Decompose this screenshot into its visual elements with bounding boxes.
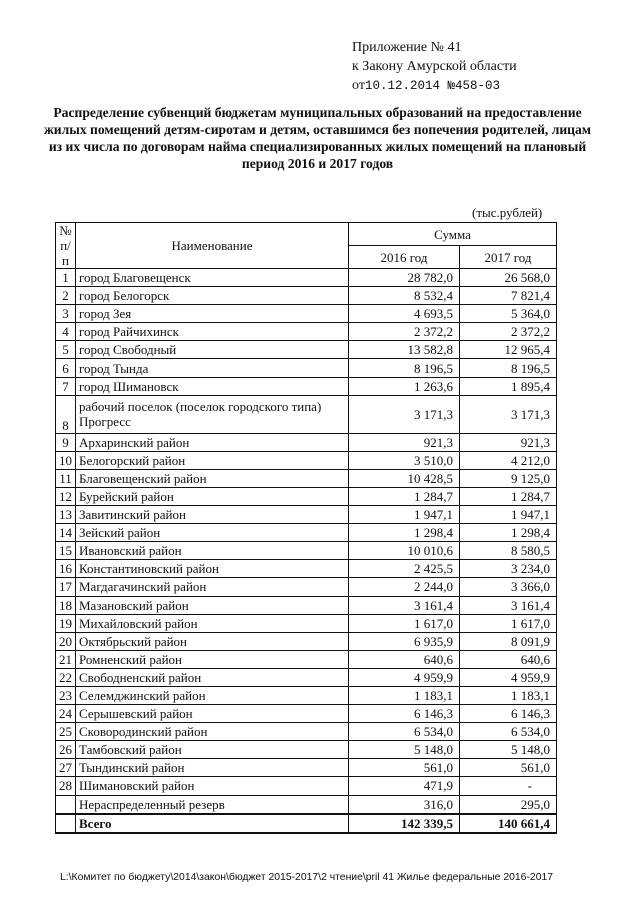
- row-2016: 5 148,0: [349, 741, 460, 759]
- row-name: город Шимановск: [76, 377, 349, 395]
- appendix-date-line: [352, 76, 517, 96]
- total-2016: 142 339,5: [349, 814, 460, 833]
- row-name: Шимановский район: [76, 777, 349, 795]
- header-name: Наименование: [76, 223, 349, 269]
- row-2017: 26 568,0: [460, 269, 557, 287]
- row-2017: 6 534,0: [460, 723, 557, 741]
- table-row: [56, 560, 557, 578]
- units-label: (тыс.рублей): [472, 205, 543, 220]
- row-name: Нераспределенный резерв: [76, 795, 349, 814]
- appendix-date-stamp: 10.12.2014 №458-03: [364, 79, 500, 93]
- row-2016: 3 510,0: [349, 451, 460, 469]
- row-number: 19: [56, 614, 76, 632]
- row-2017: 4 959,9: [460, 668, 557, 686]
- row-2017: 1 183,1: [460, 686, 557, 704]
- row-2017: 8 196,5: [460, 359, 557, 377]
- row-2017: 4 212,0: [460, 451, 557, 469]
- table-row: [56, 759, 557, 777]
- row-2016: 921,3: [349, 433, 460, 451]
- row-number: 7: [56, 377, 76, 395]
- row-number: 23: [56, 686, 76, 704]
- row-2016: 2 372,2: [349, 323, 460, 341]
- row-number: 24: [56, 705, 76, 723]
- table-body: [56, 269, 557, 814]
- row-2016: 2 244,0: [349, 578, 460, 596]
- row-2016: 1 947,1: [349, 506, 460, 524]
- row-2017: 1 895,4: [460, 377, 557, 395]
- document-title: Распределение субвенций бюджетам муниципальных образований на предоставление жилых помещений детям-сиротам и детям, оставшимся без попечения родителей, лицам из их числа по договорам найма специализированных жилых помещений на плановый период 2016 и 2017 годов: [43, 105, 592, 171]
- row-name: город Свободный: [76, 341, 349, 359]
- row-2017: 1 284,7: [460, 487, 557, 505]
- row-2016: 1 183,1: [349, 686, 460, 704]
- row-2016: 6 146,3: [349, 705, 460, 723]
- row-2016: 4 959,9: [349, 668, 460, 686]
- file-path-footer: L:\Комитет по бюджету\2014\закон\бюджет 2015-2017\2 чтение\pril 41 Жилье федеральные 2016-2017: [60, 872, 554, 883]
- row-name: Бурейский район: [76, 487, 349, 505]
- row-number: 15: [56, 542, 76, 560]
- row-2017: -: [460, 777, 557, 795]
- row-number: 6: [56, 359, 76, 377]
- row-number: 9: [56, 433, 76, 451]
- row-name: Сковородинский район: [76, 723, 349, 741]
- row-number: 20: [56, 632, 76, 650]
- row-number: 1: [56, 269, 76, 287]
- row-name: Михайловский район: [76, 614, 349, 632]
- row-2017: 2 372,2: [460, 323, 557, 341]
- row-2016: 8 532,4: [349, 287, 460, 305]
- row-2016: 13 582,8: [349, 341, 460, 359]
- row-name: город Тында: [76, 359, 349, 377]
- table-row: [56, 341, 557, 359]
- row-name: Свободненский район: [76, 668, 349, 686]
- row-name: Ромненский район: [76, 650, 349, 668]
- row-2017: 3 171,3: [460, 395, 557, 433]
- table-row: [56, 686, 557, 704]
- table-row: [56, 578, 557, 596]
- row-2016: 1 298,4: [349, 524, 460, 542]
- row-2017: 3 161,4: [460, 596, 557, 614]
- row-name: Ивановский район: [76, 542, 349, 560]
- row-number: 21: [56, 650, 76, 668]
- header-2016: 2016 год: [349, 246, 460, 269]
- row-2017: 9 125,0: [460, 469, 557, 487]
- row-name: город Зея: [76, 305, 349, 323]
- row-name: Тамбовский район: [76, 741, 349, 759]
- row-number: [56, 795, 76, 814]
- row-name: Благовещенский район: [76, 469, 349, 487]
- row-2017: 8 580,5: [460, 542, 557, 560]
- table-row: [56, 614, 557, 632]
- row-2016: 3 171,3: [349, 395, 460, 433]
- row-number: 27: [56, 759, 76, 777]
- table-row: [56, 723, 557, 741]
- table-row: [56, 524, 557, 542]
- row-name: Архаринский район: [76, 433, 349, 451]
- table-row: [56, 741, 557, 759]
- row-2016: 2 425,5: [349, 560, 460, 578]
- table-row: [56, 377, 557, 395]
- row-2016: 1 263,6: [349, 377, 460, 395]
- row-number: 10: [56, 451, 76, 469]
- row-number: 3: [56, 305, 76, 323]
- table-row: [56, 469, 557, 487]
- appendix-law-reference: к Закону Амурской области: [352, 59, 517, 74]
- row-name: Магдагачинский район: [76, 578, 349, 596]
- row-2017: 7 821,4: [460, 287, 557, 305]
- header-number: № п/п: [56, 223, 76, 269]
- subsidy-table: [55, 222, 557, 834]
- table-row: [56, 506, 557, 524]
- row-2017: 6 146,3: [460, 705, 557, 723]
- table-row: [56, 542, 557, 560]
- row-2016: 6 534,0: [349, 723, 460, 741]
- row-number: 28: [56, 777, 76, 795]
- row-name: Мазановский район: [76, 596, 349, 614]
- row-2017: 1 947,1: [460, 506, 557, 524]
- total-label: Всего: [76, 814, 349, 833]
- row-name: Зейский район: [76, 524, 349, 542]
- row-name: Завитинский район: [76, 506, 349, 524]
- row-2016: 316,0: [349, 795, 460, 814]
- row-name: Тындинский район: [76, 759, 349, 777]
- table-row: [56, 668, 557, 686]
- row-number: 12: [56, 487, 76, 505]
- row-name: город Райчихинск: [76, 323, 349, 341]
- row-number: 16: [56, 560, 76, 578]
- row-number: 25: [56, 723, 76, 741]
- row-name: город Белогорск: [76, 287, 349, 305]
- header-sum: Сумма: [349, 223, 557, 246]
- row-2016: 28 782,0: [349, 269, 460, 287]
- row-name: Белогорский район: [76, 451, 349, 469]
- row-2016: 1 617,0: [349, 614, 460, 632]
- row-number: 2: [56, 287, 76, 305]
- row-2016: 561,0: [349, 759, 460, 777]
- table-row: [56, 269, 557, 287]
- row-number: 14: [56, 524, 76, 542]
- table-row: [56, 650, 557, 668]
- row-2016: 1 284,7: [349, 487, 460, 505]
- header-2017: 2017 год: [460, 246, 557, 269]
- row-number: 18: [56, 596, 76, 614]
- table-row: [56, 795, 557, 814]
- row-name: город Благовещенск: [76, 269, 349, 287]
- row-2017: 1 298,4: [460, 524, 557, 542]
- row-number: 13: [56, 506, 76, 524]
- total-2017: 140 661,4: [460, 814, 557, 833]
- row-2016: 4 693,5: [349, 305, 460, 323]
- row-2017: 561,0: [460, 759, 557, 777]
- row-2017: 8 091,9: [460, 632, 557, 650]
- row-name: Октябрьский район: [76, 632, 349, 650]
- row-2017: 12 965,4: [460, 341, 557, 359]
- row-2016: 3 161,4: [349, 596, 460, 614]
- row-2016: 10 428,5: [349, 469, 460, 487]
- row-2017: 921,3: [460, 433, 557, 451]
- row-number: 26: [56, 741, 76, 759]
- table-row: [56, 395, 557, 433]
- table-row: [56, 305, 557, 323]
- row-number: 11: [56, 469, 76, 487]
- row-number: 17: [56, 578, 76, 596]
- row-name: Серышевский район: [76, 705, 349, 723]
- table-row: [56, 451, 557, 469]
- table-row: [56, 777, 557, 795]
- table-row: [56, 287, 557, 305]
- row-number: 5: [56, 341, 76, 359]
- table-row: [56, 359, 557, 377]
- row-2017: 1 617,0: [460, 614, 557, 632]
- row-name: Селемджинский район: [76, 686, 349, 704]
- appendix-date-prefix: от: [352, 78, 365, 93]
- total-number-cell: [56, 814, 76, 833]
- row-2016: 10 010,6: [349, 542, 460, 560]
- row-2017: 3 234,0: [460, 560, 557, 578]
- row-2016: 6 935,9: [349, 632, 460, 650]
- row-number: 22: [56, 668, 76, 686]
- table-row: [56, 705, 557, 723]
- row-name: рабочий поселок (поселок городского типа) Прогресс: [76, 395, 349, 433]
- row-2016: 640,6: [349, 650, 460, 668]
- table-row: [56, 487, 557, 505]
- row-2016: 8 196,5: [349, 359, 460, 377]
- row-2017: 640,6: [460, 650, 557, 668]
- table-row: [56, 433, 557, 451]
- table-row: [56, 596, 557, 614]
- row-name: Константиновский район: [76, 560, 349, 578]
- row-2017: 5 148,0: [460, 741, 557, 759]
- row-2016: 471,9: [349, 777, 460, 795]
- total-row: [56, 814, 557, 833]
- row-2017: 5 364,0: [460, 305, 557, 323]
- row-number: 4: [56, 323, 76, 341]
- row-2017: 3 366,0: [460, 578, 557, 596]
- row-number: 8: [56, 395, 76, 433]
- appendix-block: [352, 38, 517, 96]
- appendix-number: Приложение № 41: [352, 40, 462, 55]
- row-2017: 295,0: [460, 795, 557, 814]
- table-row: [56, 323, 557, 341]
- table-row: [56, 632, 557, 650]
